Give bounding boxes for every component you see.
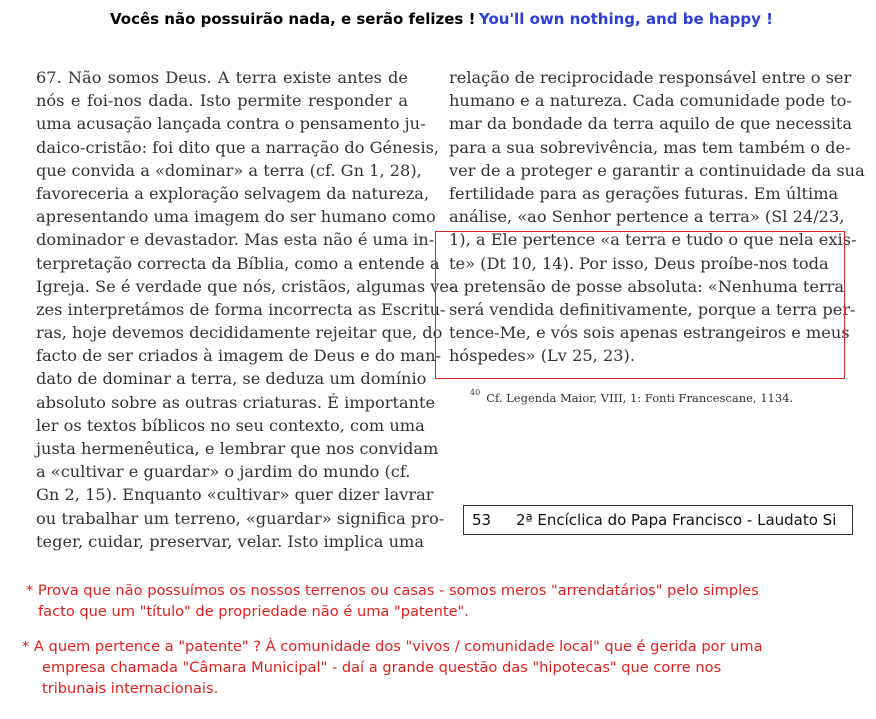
- text-line: absoluto sobre as outras criaturas. É importante: [36, 392, 436, 412]
- text-line: será vendida definitivamente, porque a terra per-: [449, 299, 856, 319]
- page-label: [463, 505, 853, 535]
- text-line: ver de a proteger e garantir a continuidade da sua: [449, 160, 865, 180]
- text-line: ras, hoje devemos decididamente rejeitar que, do: [36, 323, 443, 343]
- text-line: favoreceria a exploração selvagem da natureza,: [36, 183, 430, 203]
- text-line: hóspedes» (Lv 25, 23).: [449, 346, 636, 366]
- text-line: uma acusação lançada contra o pensamento ju-: [36, 114, 426, 134]
- highlight-box: [435, 231, 856, 379]
- text-line: te» (Dt 10, 14). Por isso, Deus proíbe-nos toda: [449, 253, 829, 273]
- note-line: tribunais internacionais.: [42, 680, 219, 697]
- text-line: dato de dominar a terra, se deduza um domínio: [36, 369, 427, 389]
- text-line: para a sua sobrevivência, mas tem também o de-: [449, 137, 851, 157]
- left-text-column: [36, 66, 455, 553]
- text-line: que convida a «dominar» a terra (cf. Gn 1, 28),: [36, 160, 422, 180]
- note-line: empresa chamada "Câmara Municipal" - daí a grande questão das "hipotecas" que corre nos: [42, 659, 722, 676]
- page-number: 53: [472, 511, 492, 529]
- text-line: análise, «ao Senhor pertence a terra» (Sl 24/23,: [449, 207, 845, 227]
- text-line: a «cultivar e guardar» o jardim do mundo (cf.: [36, 462, 411, 482]
- text-line: justa hermenêutica, e lembrar que nos convidam: [36, 439, 439, 458]
- text-line: 67. Não somos Deus. A terra existe antes de: [36, 68, 408, 87]
- text-line: ler os textos bíblicos no seu contexto, com uma: [36, 415, 425, 435]
- note-line: facto que um "título" de propriedade não é uma "patente".: [38, 603, 469, 620]
- text-line: relação de reciprocidade responsável entre o ser: [449, 68, 852, 87]
- text-line: Igreja. Se é verdade que nós, cristãos, algumas ve-: [36, 276, 455, 296]
- note-line: * Prova que não possuímos os nossos terrenos ou casas - somos meros "arrendatários" pelo simples: [26, 582, 759, 599]
- annotation-note: [22, 636, 842, 699]
- text-line: zes interpretámos de forma incorrecta as Escritu-: [36, 299, 446, 319]
- text-line: teger, cuidar, preservar, velar. Isto implica uma: [36, 531, 424, 551]
- text-line: Gn 2, 15). Enquanto «cultivar» quer dizer lavrar: [36, 485, 434, 505]
- annotation-note: [26, 580, 846, 622]
- note-line: * A quem pertence a "patente" ? À comunidade dos "vivos / comunidade local" que é gerida por uma: [22, 638, 763, 655]
- title-portuguese: Vocês não possuirão nada, e serão felizes !: [110, 10, 476, 28]
- text-line: terpretação correcta da Bíblia, como a entende a: [36, 253, 440, 273]
- title-english: You'll own nothing, and be happy !: [479, 10, 773, 28]
- text-line: fertilidade para as gerações futuras. Em última: [449, 183, 839, 203]
- page-title: 2ª Encíclica do Papa Francisco - Laudato Si: [516, 511, 837, 529]
- text-line: tence-Me, e vós sois apenas estrangeiros e meus: [449, 323, 850, 343]
- text-line: mar da bondade da terra aquilo de que necessita: [449, 114, 853, 134]
- header: [0, 10, 876, 34]
- text-line: daico-cristão: foi dito que a narração do Génesis,: [36, 137, 440, 157]
- text-line: 1), a Ele pertence «a terra e tudo o que nela exis-: [449, 230, 857, 250]
- text-line: apresentando uma imagem do ser humano como: [36, 207, 436, 227]
- text-line: ou trabalhar um terreno, «guardar» significa pro-: [36, 508, 445, 528]
- text-line: humano e a natureza. Cada comunidade pode to-: [449, 91, 852, 111]
- footnote-marker: 40: [470, 388, 481, 397]
- footnote-text: Cf. Legenda Maior, VIII, 1: Fonti Francescane, 1134.: [486, 390, 794, 405]
- text-line: dominador e devastador. Mas esta não é uma in-: [36, 230, 435, 250]
- text-line: nós e foi-nos dada. Isto permite responder a: [36, 91, 408, 111]
- footnote: [470, 390, 793, 405]
- text-line: facto de ser criados à imagem de Deus e do man-: [36, 346, 441, 366]
- text-line: a pretensão de posse absoluta: «Nenhuma terra: [449, 276, 845, 296]
